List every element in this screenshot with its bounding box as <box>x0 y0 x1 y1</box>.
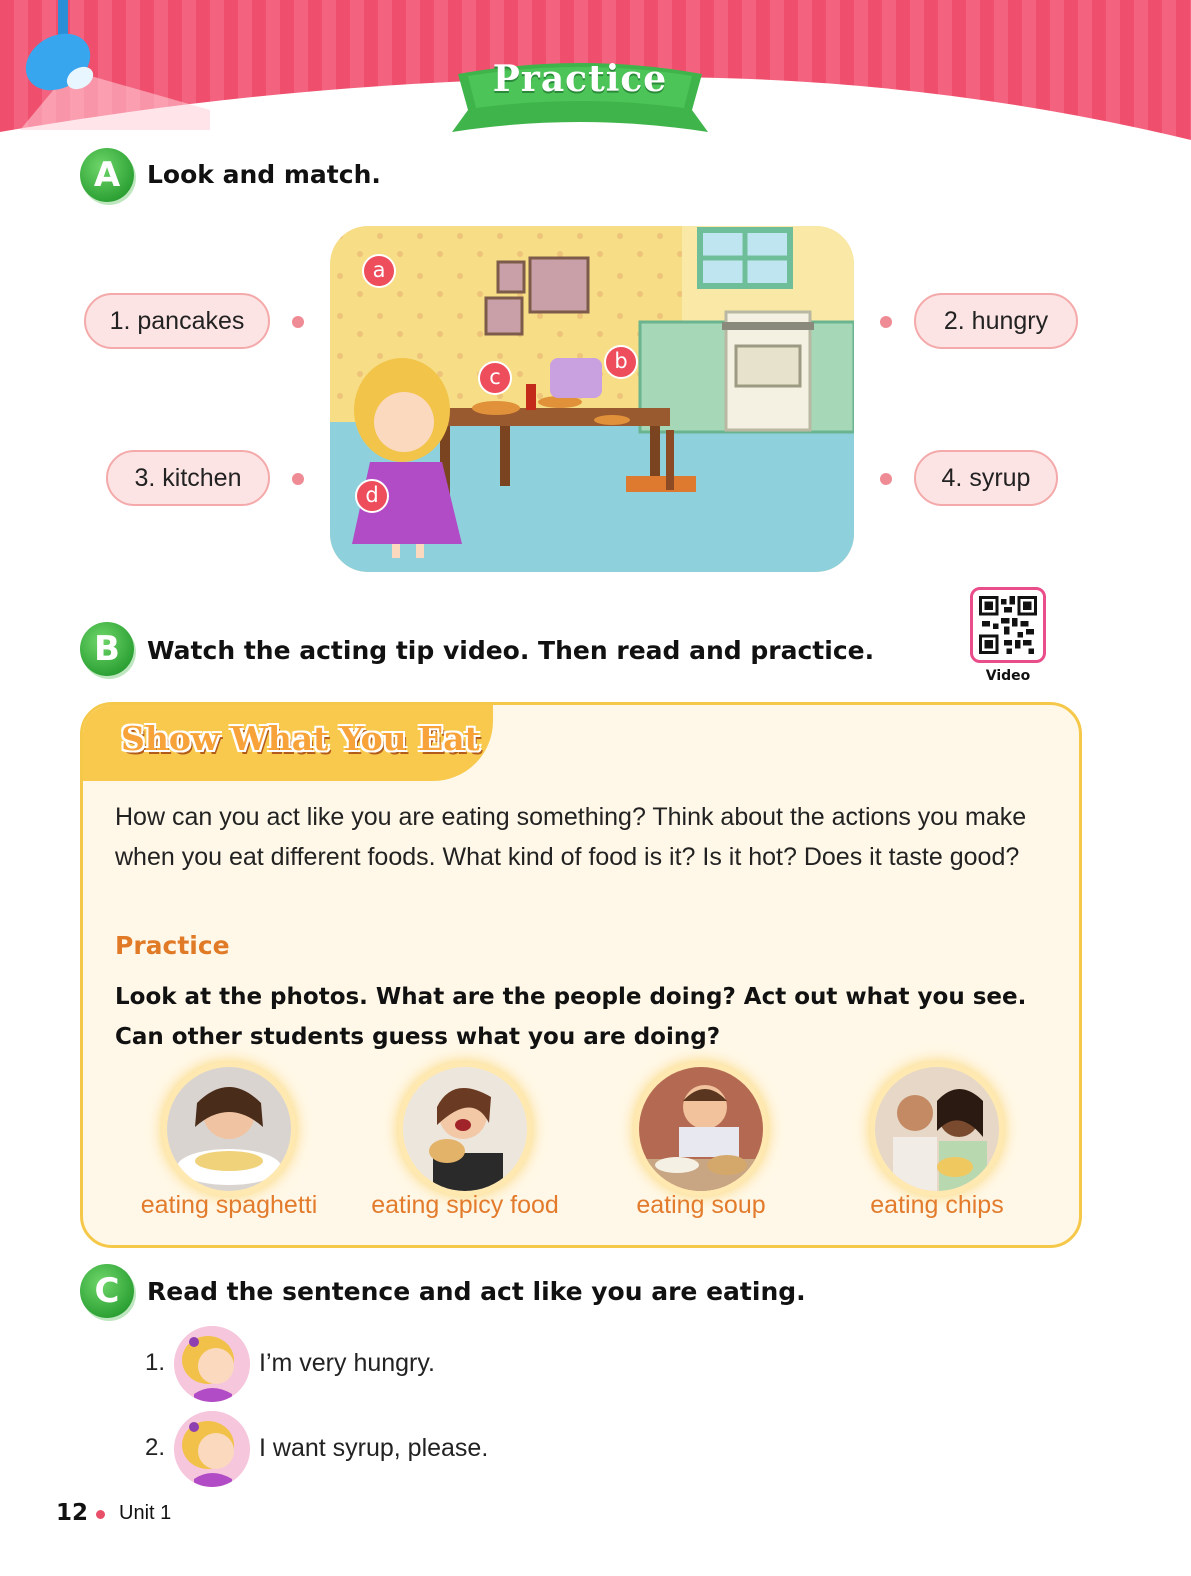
word-pill-pancakes[interactable]: 1. pancakes <box>84 293 270 349</box>
spotlight-icon <box>0 0 210 130</box>
word-pill-syrup[interactable]: 4. syrup <box>914 450 1058 506</box>
marker-b: b <box>604 345 638 379</box>
photo-caption-spicy-food: eating spicy food <box>371 1191 559 1219</box>
kitchen-scene-illustration <box>330 226 854 572</box>
girl-avatar <box>174 1326 250 1402</box>
section-a-title: Look and match. <box>147 160 381 189</box>
woman-eating-spicy-food-photo <box>403 1067 527 1191</box>
match-dot-syrup[interactable] <box>880 473 892 485</box>
word-pill-kitchen[interactable]: 3. kitchen <box>106 450 270 506</box>
section-b-title: Watch the acting tip video. Then read and practice. <box>147 636 875 665</box>
photo-caption-chips: eating chips <box>870 1191 1004 1219</box>
item-number: 1. <box>145 1349 166 1376</box>
boy-eating-soup-photo <box>639 1067 763 1191</box>
match-dot-kitchen[interactable] <box>292 473 304 485</box>
section-a-badge: A <box>80 148 134 202</box>
marker-a: a <box>362 254 396 288</box>
section-c-title: Read the sentence and act like you are eating. <box>147 1277 806 1306</box>
photo-caption-spaghetti: eating spaghetti <box>140 1191 318 1219</box>
women-eating-chips-photo <box>875 1067 999 1191</box>
qr-code-icon <box>979 596 1037 654</box>
sentence-2: I want syrup, please. <box>259 1434 489 1462</box>
sentence-1: I’m very hungry. <box>259 1349 435 1377</box>
unit-label: Unit 1 <box>119 1502 172 1524</box>
tip-title: Show What You Eat <box>121 719 480 758</box>
match-dot-pancakes[interactable] <box>292 316 304 328</box>
section-c-badge: C <box>80 1264 134 1318</box>
acting-tip-box <box>80 702 1082 1248</box>
girl-eating-spaghetti-photo <box>167 1067 291 1191</box>
item-number: 2. <box>145 1434 166 1461</box>
page-number: 12 <box>56 1500 89 1526</box>
tip-instructions: Look at the photos. What are the people doing? Act out what you see. Can other students guess what you are doing? <box>115 984 1027 1050</box>
page-title: Practice <box>492 58 668 100</box>
video-qr-code[interactable] <box>970 587 1046 663</box>
video-label: Video <box>985 668 1031 684</box>
marker-d: d <box>355 479 389 513</box>
tip-body-text: How can you act like you are eating something? Think about the actions you make when you eat different foods. What kind of food is it? Is it hot? Does it taste good? <box>115 803 1027 871</box>
tip-practice-heading: Practice <box>115 931 230 960</box>
marker-c: c <box>478 361 512 395</box>
photo-caption-soup: eating soup <box>636 1191 766 1219</box>
section-b-badge: B <box>80 622 134 676</box>
match-dot-hungry[interactable] <box>880 316 892 328</box>
footer-dot <box>96 1510 105 1519</box>
word-pill-hungry[interactable]: 2. hungry <box>914 293 1078 349</box>
girl-avatar <box>174 1411 250 1487</box>
girl-avatar-icon <box>174 1326 250 1402</box>
girl-avatar-icon <box>174 1411 250 1487</box>
